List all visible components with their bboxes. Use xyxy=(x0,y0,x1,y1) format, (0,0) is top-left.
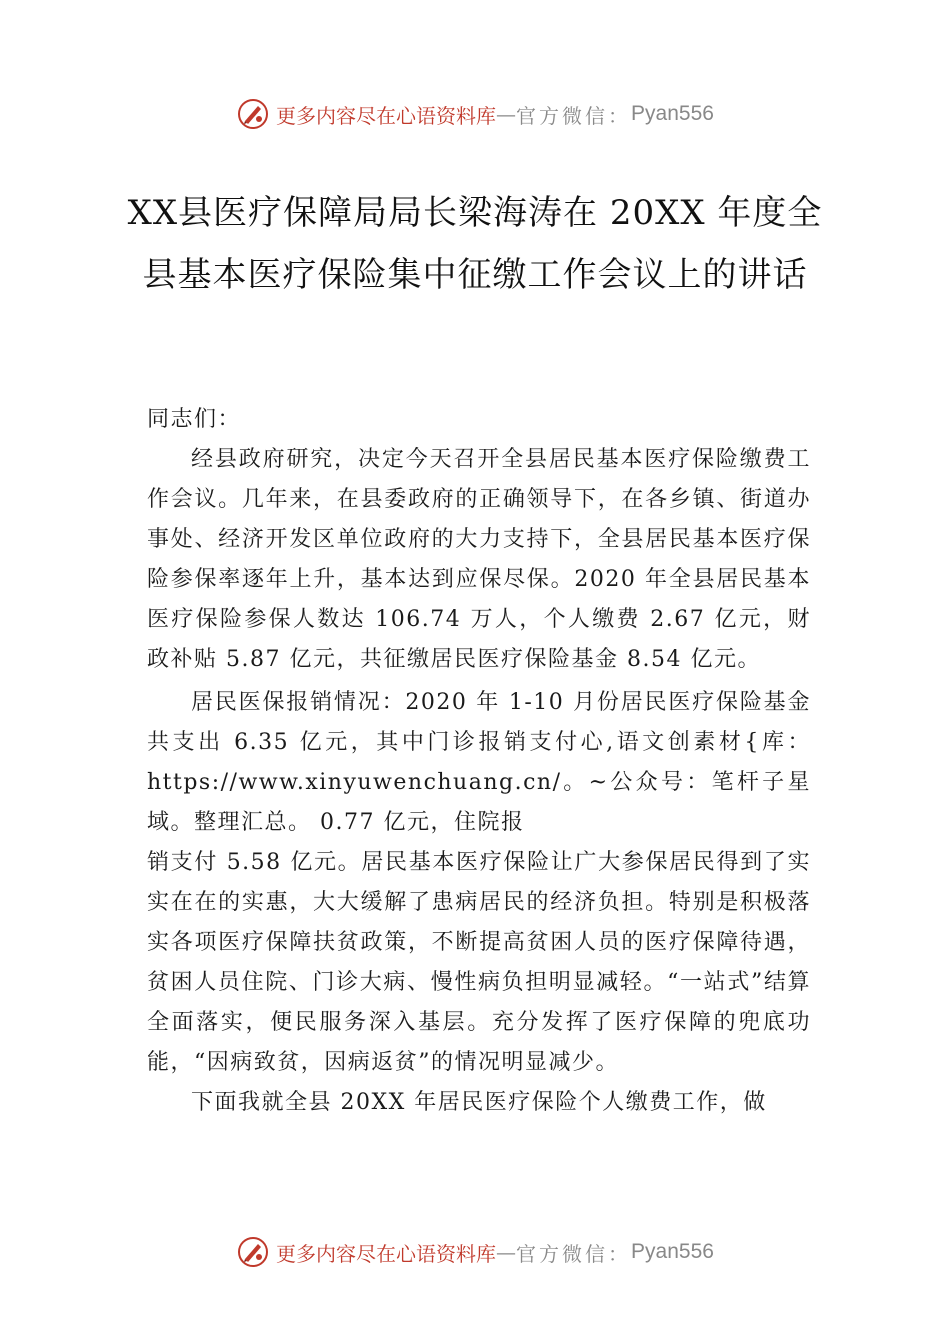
document-title: XX县医疗保障局局长梁海涛在 20XX 年度全县基本医疗保险集中征缴工作会议上的讲话 xyxy=(127,193,823,295)
brand-logo-icon xyxy=(236,97,270,131)
brand-logo-icon xyxy=(236,1235,270,1269)
paragraph-2: 居民医保报销情况：2020 年 1-10 月份居民医疗保险基金共支出 6.35 亿元，其中门诊报销支付心,语文创素材{库：https://www.xinyuwenchuang.cn/。~公众号：笔杆子星域。整理汇总。 0.77 亿元，住院报 xyxy=(147,690,811,835)
footer-separator: — xyxy=(496,1240,517,1264)
footer-brand-text: 更多内容尽在心语资料库 xyxy=(276,1241,497,1266)
document-body xyxy=(147,400,811,1123)
footer-wechat-id: Pyan556 xyxy=(631,1240,714,1263)
header-wechat-label: 官方微信： xyxy=(516,103,632,128)
footer-wechat-label: 官方微信： xyxy=(516,1241,632,1266)
header-separator: — xyxy=(496,102,517,126)
salutation: 同志们： xyxy=(147,407,242,432)
paragraph-3: 销支付 5.58 亿元。居民基本医疗保险让广大参保居民得到了实实在在的实惠，大大缓解了患病居民的经济负担。特别是积极落实各项医疗保障扶贫政策，不断提高贫困人员的医疗保障待遇，贫困人员住院、门诊大病、慢性病负担明显减轻。“一站式”结算全面落实，便民服务深入基层。充分发挥了医疗保障的兜底功能，“因病致贫，因病返贫”的情况明显减少。 xyxy=(147,850,811,1075)
paragraph-1: 经县政府研究，决定今天召开全县居民基本医疗保险缴费工作会议。几年来，在县委政府的正确领导下，在各乡镇、街道办事处、经济开发区单位政府的大力支持下，全县居民基本医疗保险参保率逐年上升，基本达到应保尽保。2020 年全县居民基本医疗保险参保人数达 106.74 万人，个人缴费 2.67 亿元，财政补贴 5.87 亿元，共征缴居民医疗保险基金 8.54 亿元。 xyxy=(147,447,811,672)
header-brand-text: 更多内容尽在心语资料库 xyxy=(276,103,497,128)
paragraph-4: 下面我就全县 20XX 年居民医疗保险个人缴费工作，做 xyxy=(191,1090,767,1115)
header-wechat-id: Pyan556 xyxy=(631,102,714,125)
footer-banner xyxy=(0,1232,950,1272)
header-banner xyxy=(0,94,950,134)
